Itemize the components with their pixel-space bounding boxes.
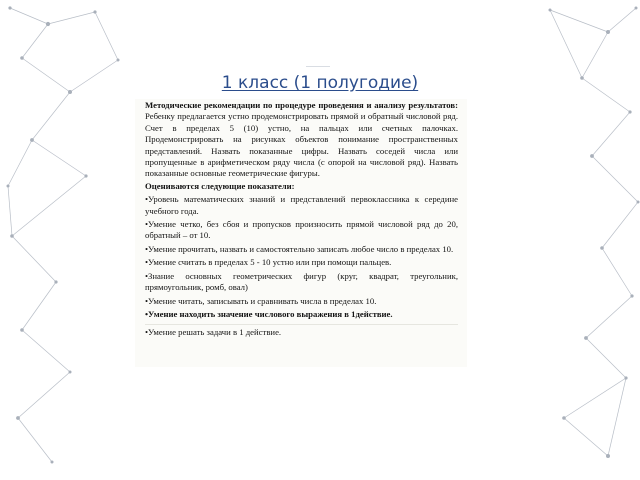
indicators-heading: Оцениваются следующие показатели: <box>145 180 295 191</box>
indicator-item: •Умение четко, без сбоя и пропусков произносить прямой числовой ряд до 20, обратный – от 10. <box>145 219 458 241</box>
slide-title[interactable]: 1 класс (1 полугодие) <box>221 73 419 93</box>
indicator-item: •Знание основных геометрических фигур (круг, квадрат, треугольник, прямоугольник, ромб, овал) <box>145 270 458 293</box>
indicator-item: •Умение считать в пределах 5 - 10 устно или при помощи пальцев. <box>145 257 392 268</box>
title-accent-line <box>306 66 330 67</box>
network-decoration-right <box>490 0 640 480</box>
network-decoration-left <box>0 0 150 480</box>
indicator-item: •Умение читать, записывать и сравнивать числа в пределах 10. <box>145 295 377 306</box>
scanned-document-image <box>135 99 467 367</box>
indicator-item: •Умение прочитать, назвать и самостоятельно записать любое число в пределах 10. <box>145 243 454 254</box>
indicator-list <box>145 194 458 320</box>
last-indicator-item: •Умение решать задачи в 1 действие. <box>145 324 458 338</box>
indicator-item: •Уровень математических знаний и представлений первоклассника к середине учебного года. <box>145 194 458 216</box>
method-text: Ребенку предлагается устно продемонстрировать прямой и обратный числовой ряд. Счет в пределах 5 (10) устно, на пальцах или счетных палочках. Продемонстрировать на рисунках объектов понимание пространственных представлений. Назвать показанные цифры. Назвать соседей числа или пропущенные в арифметическом ряду числа (с опорой на числовой ряд). Назвать показанные основные геометрические фигуры. <box>145 111 458 179</box>
indicator-item: •Умение находить значение числового выражения в 1действие. <box>145 308 393 319</box>
method-paragraph <box>145 100 458 180</box>
method-heading-lead: результатов: <box>408 100 458 110</box>
method-heading: Методические рекомендации по процедуре проведения и анализу <box>145 100 406 110</box>
